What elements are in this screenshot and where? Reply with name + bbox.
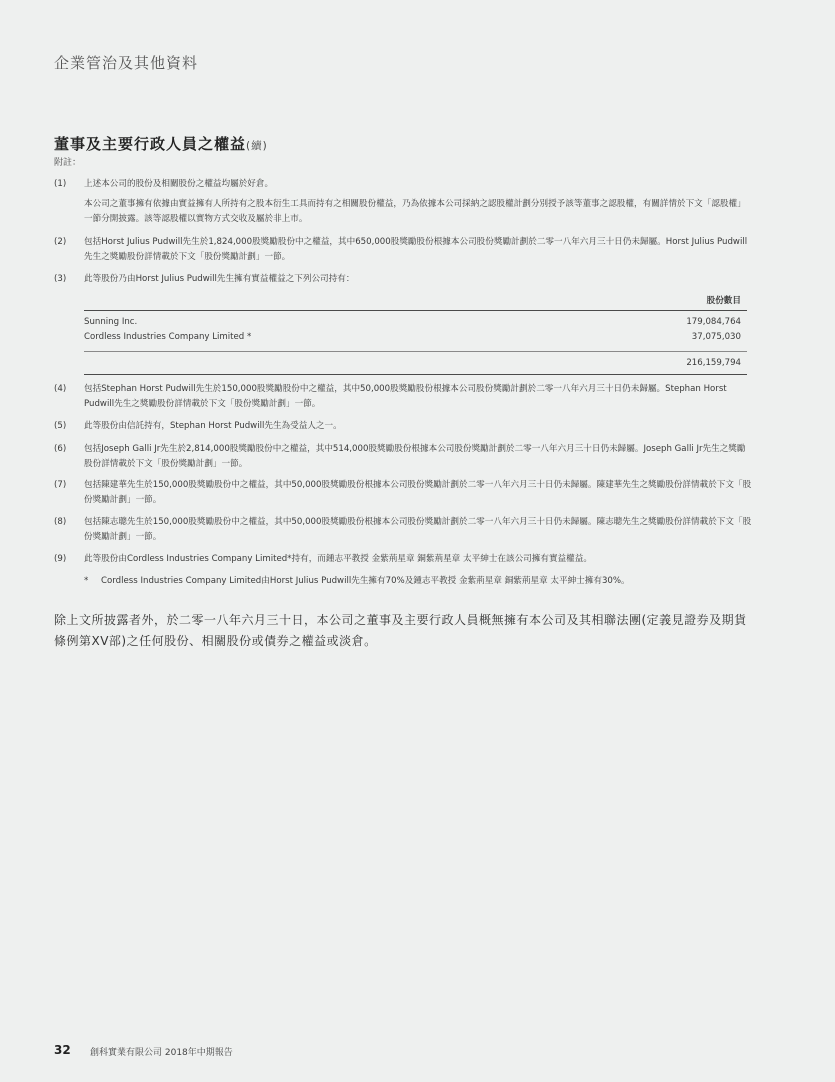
section-title-text: 董事及主要行政人員之權益 — [54, 135, 247, 153]
table-total: 216,159,794 — [686, 358, 741, 368]
note-text: 上述本公司的股份及相關股份之權益均屬於好倉。 — [84, 179, 274, 189]
footnote-text: Cordless Industries Company Limited由Horst Julius Pudwill先生擁有70%及鍾志平教授 金紫荊星章 銅紫荊星章 太平紳士擁有30%。 — [101, 576, 630, 586]
table-row — [84, 315, 747, 330]
page-number: 32 — [54, 1043, 71, 1057]
note-text: 此等股份由Cordless Industries Company Limited*持有，而鍾志平教授 金紫荊星章 銅紫荊星章 太平紳士在該公司擁有實益權益。 — [84, 554, 592, 564]
holder-shares: 37,075,030 — [691, 332, 741, 342]
holdings-table — [84, 292, 747, 375]
holder-shares: 179,084,764 — [686, 317, 741, 327]
table-subtotal-rule — [84, 351, 747, 352]
table-row — [84, 330, 747, 345]
notes-label: 附註： — [54, 158, 82, 168]
publication-title: 創科實業有限公司 2018年中期報告 — [90, 1048, 233, 1058]
closing-paragraph: 除上文所披露者外，於二零一八年六月三十日，本公司之董事及主要行政人員概無擁有本公司及其相聯法團(定義見證券及期貨條例第XV部)之任何股份、相關股份或債券之權益或淡倉。 — [54, 613, 747, 648]
note-text: 此等股份由信託持有，Stephan Horst Pudwill先生為受益人之一。 — [84, 421, 342, 431]
holder-name: Sunning Inc. — [84, 317, 138, 327]
table-bottom-rule — [84, 374, 747, 375]
note-text: 包括陳建華先生於150,000股獎勵股份中之權益，其中50,000股獎勵股份根據本公司股份獎勵計劃於二零一八年六月三十日仍未歸屬。陳建華先生之獎勵股份詳情載於下文「股份獎勵計劃」一節。 — [84, 480, 752, 505]
footnote-marker: * — [84, 576, 89, 586]
note-number: (1) — [54, 179, 67, 189]
note-number: (8) — [54, 517, 67, 527]
note-number: (9) — [54, 554, 67, 564]
note-number: (2) — [54, 237, 67, 247]
note-text: 包括Joseph Galli Jr先生於2,814,000股獎勵股份中之權益，其中514,000股獎勵股份根據本公司股份獎勵計劃於二零一八年六月三十日仍未歸屬。Joseph Galli Jr先生之獎勵股份詳情載於下文「股份獎勵計劃」一節。 — [84, 444, 746, 469]
note-text: 本公司之董事擁有依據由實益擁有人所持有之股本衍生工具而持有之相關股份權益，乃為依據本公司採納之認股權計劃分別授予該等董事之認股權，有關詳情於下文「認股權」一節分開披露。該等認股權以實物方式交收及屬於非上市。 — [84, 199, 746, 224]
note-text: 包括陳志聰先生於150,000股獎勵股份中之權益，其中50,000股獎勵股份根據本公司股份獎勵計劃於二零一八年六月三十日仍未歸屬。陳志聰先生之獎勵股份詳情載於下文「股份獎勵計劃」一節。 — [84, 517, 752, 542]
page-header: 企業管治及其他資料 — [54, 54, 199, 72]
note-number: (6) — [54, 444, 67, 454]
note-text: 包括Stephan Horst Pudwill先生於150,000股獎勵股份中之權益，其中50,000股獎勵股份根據本公司股份獎勵計劃於二零一八年六月三十日仍未歸屬。Stephan Horst Pudwill先生之獎勵股份詳情載於下文「股份獎勵計劃」一節。 — [84, 384, 727, 409]
section-title — [54, 133, 268, 154]
note-number: (5) — [54, 421, 67, 431]
note-number: (4) — [54, 384, 67, 394]
table-top-rule — [84, 310, 747, 311]
shares-column-header: 股份數目 — [706, 296, 741, 306]
note-text: 包括Horst Julius Pudwill先生於1,824,000股獎勵股份中之權益，其中650,000股獎勵股份根據本公司股份獎勵計劃於二零一八年六月三十日仍未歸屬。Horst Julius Pudwill先生之獎勵股份詳情載於下文「股份獎勵計劃」一節。 — [84, 237, 748, 262]
holder-name: Cordless Industries Company Limited * — [84, 332, 252, 342]
note-number: (7) — [54, 480, 67, 490]
note-text: 此等股份乃由Horst Julius Pudwill先生擁有實益權益之下列公司持有： — [84, 274, 355, 284]
note-number: (3) — [54, 274, 67, 284]
continued-label: (續) — [246, 140, 268, 152]
